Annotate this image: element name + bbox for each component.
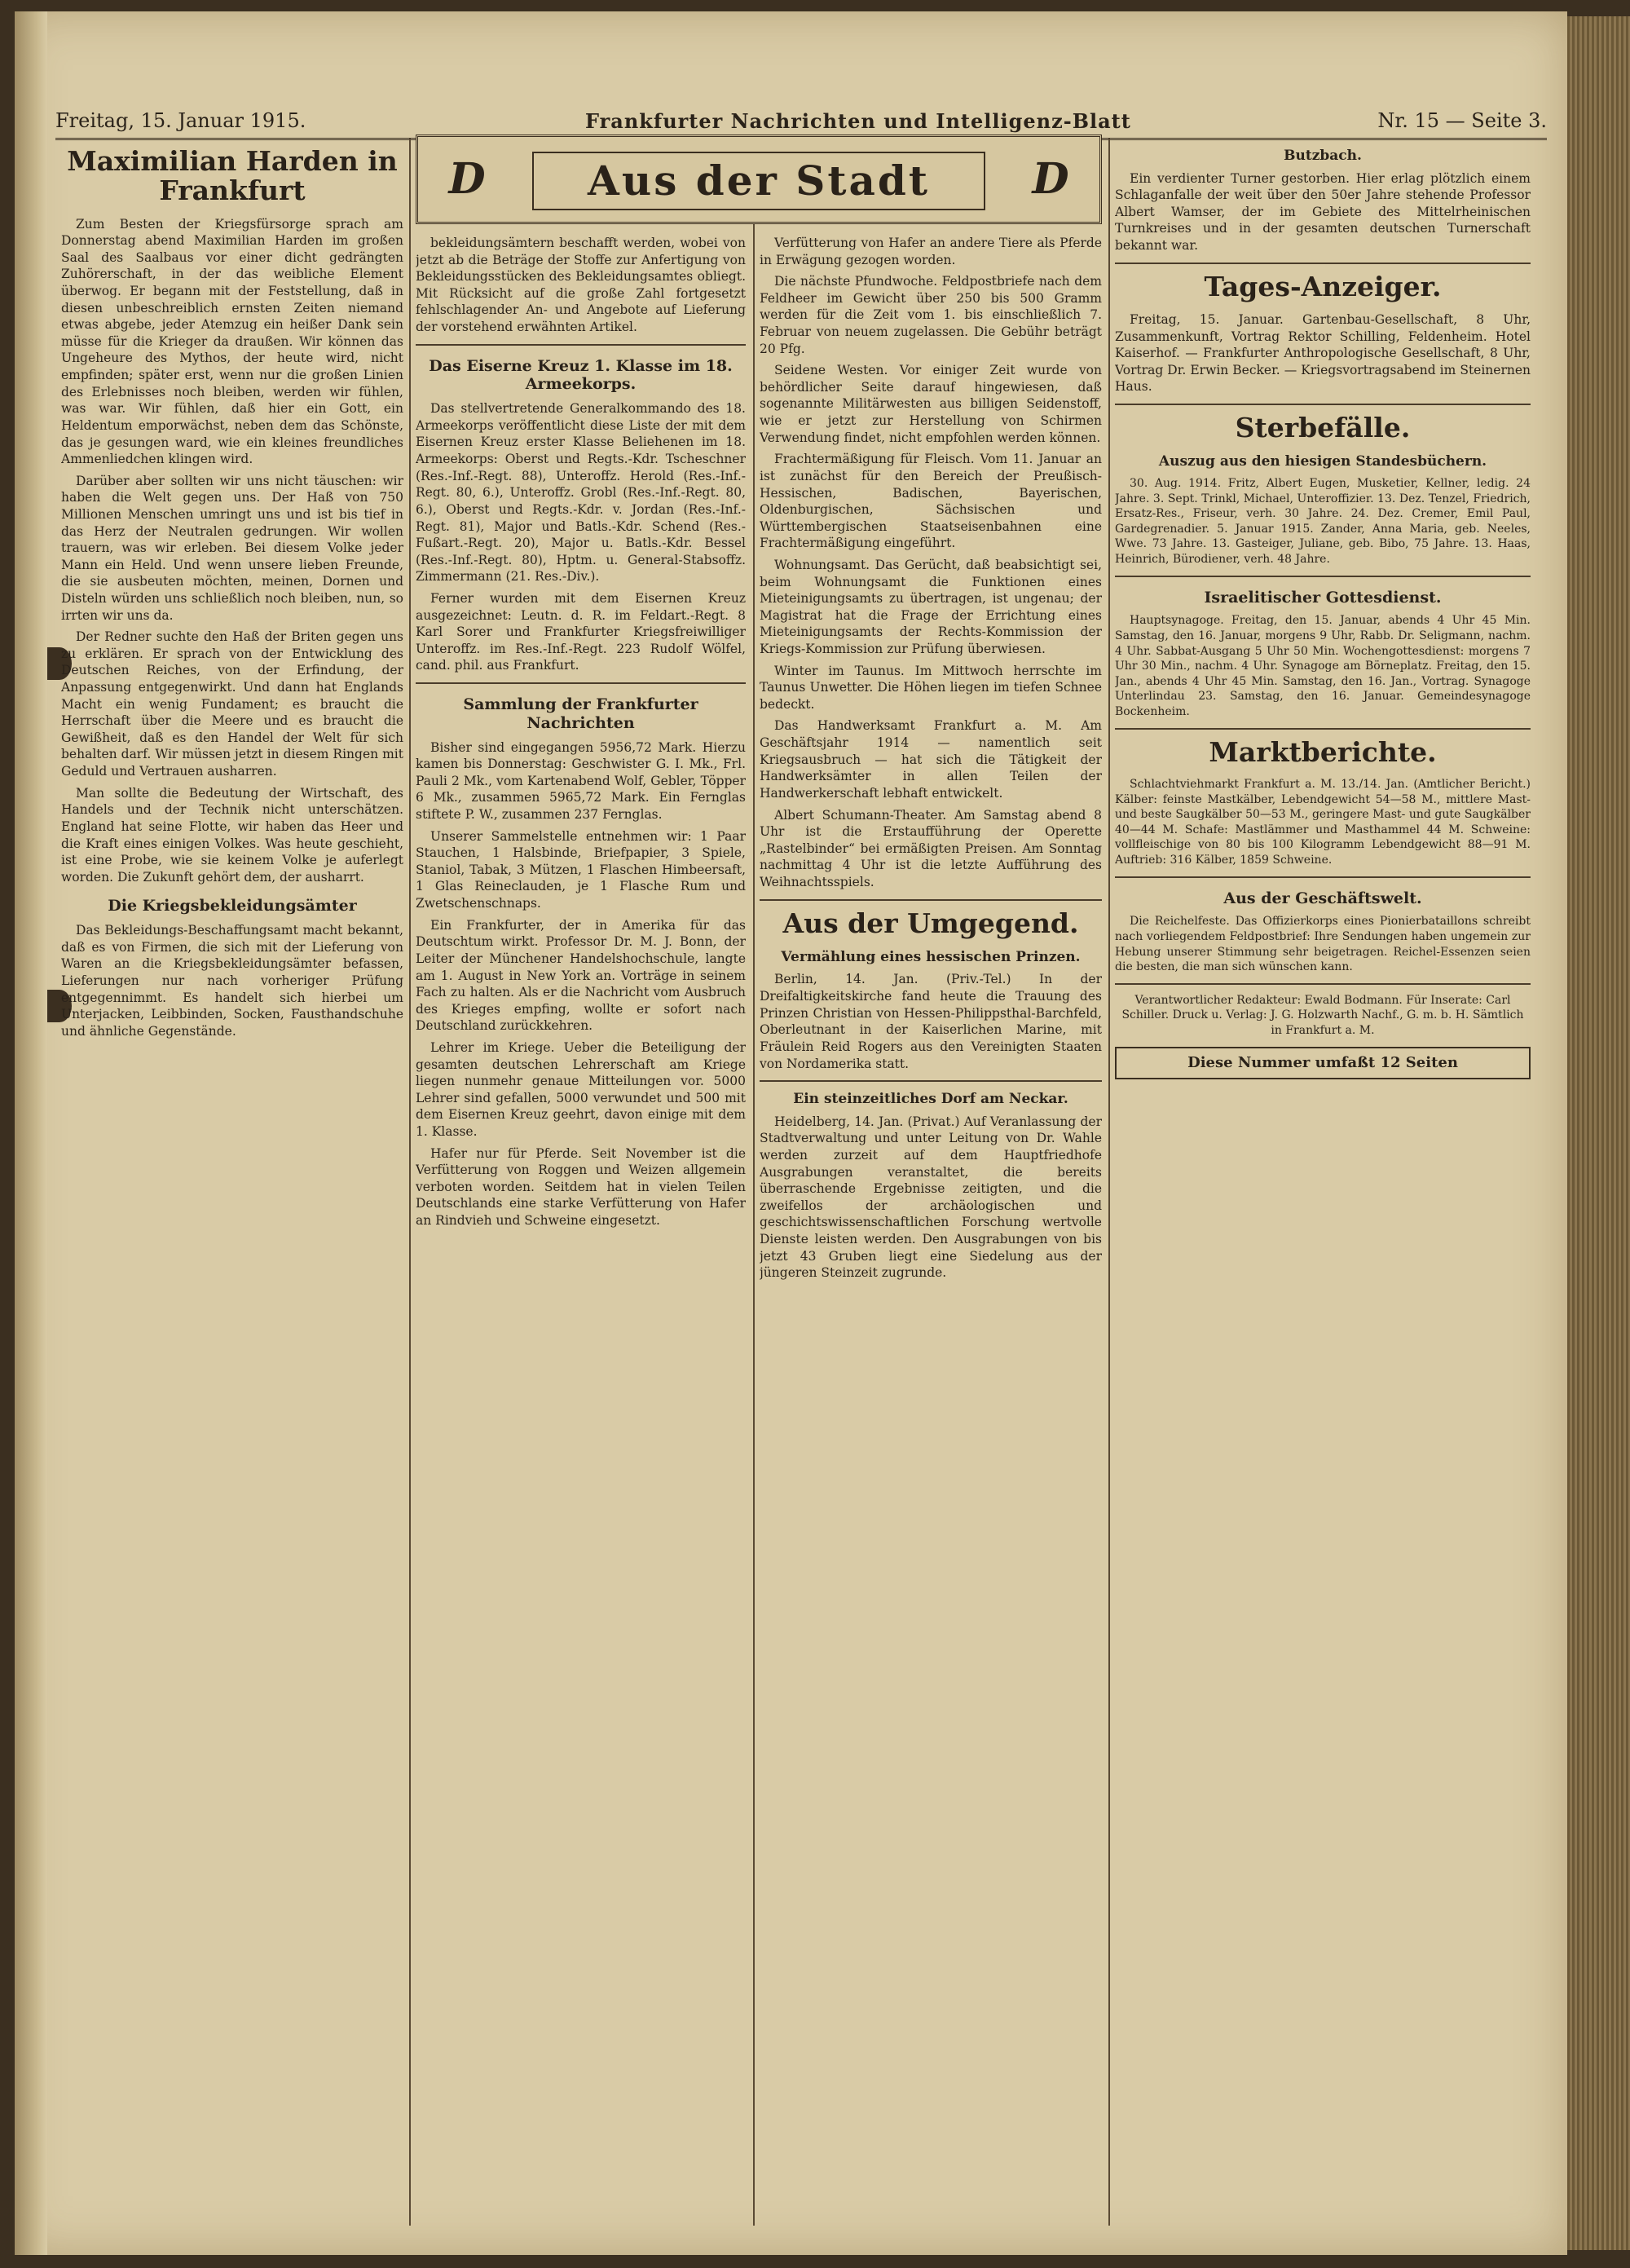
article-subheadline: Die Kriegsbekleidungsämter — [108, 897, 357, 916]
section-headline: Aus der Geschäftswelt. — [1223, 889, 1422, 907]
article-paragraph: Heidelberg, 14. Jan. (Privat.) Auf Veranlassung der Stadtverwaltung und unter Leitung von Dr. Wahle werden zurzeit auf dem Hauptfriedhofe Ausgrabungen veranstaltet, die bereits überraschende Ergebnisse zeitigten, und die zweifellos der archäologischen und geschichtswissenschaftlichen Forschung wertvolle Dienste leisten werden. Den Ausgrabungen von bis jetzt 43 Gruben liegt eine Siedelung aus der jüngeren Steinzeit zugrunde. — [760, 1114, 1102, 1281]
article-paragraph: Wohnungsamt. Das Gerücht, daß beabsichtigt sei, beim Wohnungsamt die Funktionen eines Mieteinigungsamts zu übertragen, ist ungenau; der Magistrat hat die Frage der Errichtung eines Mieteinigungsamts der Rechts-Kommission der Kriegs-Kommission zur Prüfung überwiesen. — [760, 557, 1102, 657]
article-headline: Maximilian Harden in Frankfurt — [67, 145, 398, 207]
article-paragraph: Hafer nur für Pferde. Seit November ist die Verfütterung von Roggen und Weizen allgemein verboten worden. Seitdem hat in vielen Teilen Deutschlands eine starke Verfütterung von Hafer an Rindvieh und Schweine eingesetzt. — [416, 1145, 746, 1229]
article-paragraph: Ein verdienter Turner gestorben. Hier erlag plötzlich einem Schlaganfalle der weit über den 50er Jahre stehende Professor Albert Wamser, der im Gebiete des Mittelrheinischen Turnkreises und in der gesamten deutschen Turnerschaft bekannt war. — [1115, 170, 1531, 254]
article-subheadline: Ein steinzeitliches Dorf am Neckar. — [793, 1091, 1068, 1108]
section-headline: Marktberichte. — [1209, 735, 1437, 768]
ornament-left: D — [448, 154, 486, 204]
ornament-right: D — [1032, 154, 1069, 204]
section-headline: Tages-Anzeiger. — [1204, 270, 1442, 302]
article-paragraph: Das Handwerksamt Frankfurt a. M. Am Geschäftsjahr 1914 — namentlich seit Kriegsausbruch — hat sich die Tätigkeit der Handwerksämter in allen Teilen der Handwerkerschaft lebhaft entwickelt. — [760, 718, 1102, 801]
article-paragraph: Zum Besten der Kriegsfürsorge sprach am Donnerstag abend Maximilian Harden im großen Saal des Saalbaus vor einer dicht gedrängten Zuhörerschaft, in der das weibliche Element überwog. Er begann mit der Feststellung, daß in diesen unbeschreiblich ernsten Zeiten niemand etwas abgebe, jeder Atemzug ein heißer Dank sein müsse für die Krieger da draußen. Wir können das Ungeheure des Mythos, der heute wird, nicht empfinden; später erst, wenn nur die großen Linien des Erlebnisses noch bleiben, werden wir fühlen, was war. Wir fühlen, daß hier ein Gott, ein Heldentum emporwächst, neben dem das Schönste, das je gesungen ward, wie ein kleines freundliches Ammenliedchen klingen wird. — [61, 216, 403, 467]
article-paragraph: Ferner wurden mit dem Eisernen Kreuz ausgezeichnet: Leutn. d. R. im Feldart.-Regt. 8 Karl Sorer und Frankfurter Kriegsfreiwilliger Unteroffz. im Res.-Inf.-Regt. 223 Rudolf Wölfel, cand. phil. aus Frankfurt. — [416, 590, 746, 673]
article-paragraph: Schlachtviehmarkt Frankfurt a. M. 13./14. Jan. (Amtlicher Bericht.) Kälber: feinste Mastkälber, Lebendgewicht 54—58 M., mittlere Mast- und beste Saugkälber 50—53 M., geringere Mast- und gute Saugkälber 40—44 M. Schafe: Mastlämmer und Masthammel 44 M. Schweine: vollfleischige von 80 bis 100 Kilogramm Lebendgewicht 88—91 M. Auftrieb: 316 Kälber, 1859 Schweine. — [1115, 777, 1531, 867]
article-paragraph: Bisher sind eingegangen 5956,72 Mark. Hierzu kamen bis Donnerstag: Geschwister G. I. Mk., Frl. Pauli 2 Mk., vom Kartenabend Wolf, Gebler, Töpper 6 Mk., zusammen 5965,72 Mark. Ein Fernglas stiftete P. W., zusammen 237 Fernglas. — [416, 739, 746, 823]
section-headline: Israelitischer Gottesdienst. — [1204, 588, 1442, 607]
column-4 — [1115, 139, 1531, 2226]
page-count-notice: Diese Nummer umfaßt 12 Seiten — [1187, 1053, 1458, 1071]
column-1 — [61, 139, 403, 2226]
article-paragraph: Der Redner suchte den Haß der Briten gegen uns zu erklären. Er sprach von der Entwicklung des Deutschen Reiches, von der Erfindung, der Anpassung entgegenwirkt. Und dann hat Englands Macht ein wenig Fundament; es braucht die Herrschaft über die Meere und es braucht die Gewißheit, daß es den Handel der Welt für sich behalten darf. Wir müssen jetzt in diesem Ringen mit Geduld und Vertrauen ausharren. — [61, 629, 403, 779]
article-paragraph: Hauptsynagoge. Freitag, den 15. Januar, abends 4 Uhr 45 Min. Samstag, den 16. Januar, morgens 9 Uhr, Rabb. Dr. Seligmann, nachm. 4 Uhr. Sabbat-Ausgang 5 Uhr 50 Min. Wochengottesdienst: morgens 7 Uhr 30 Min., nachm. 4 Uhr. Synagoge am Börneplatz. Freitag, den 15. Jan., abends 4 Uhr 45 Min. Samstag, den 16. Jan., Vortrag. Synagoge Unterlindau 23. Samstag, den 16. Januar. Gemeindesynagoge Bockenheim. — [1115, 614, 1531, 719]
column-rule — [753, 139, 755, 2226]
article-paragraph: Seidene Westen. Vor einiger Zeit wurde von behördlicher Seite darauf hingewiesen, daß sogenannte Militärwesten aus billigen Seidenstoff, wie er jetzt zur Herstellung von Schirmen Verwendung findet, nicht empfohlen werden können. — [760, 363, 1102, 445]
column-rule — [1108, 139, 1110, 2226]
article-paragraph: Lehrer im Kriege. Ueber die Beteiligung der gesamten deutschen Lehrerschaft am Kriege liegen nunmehr genaue Mitteilungen vor. 5000 Lehrer sind gefallen, 5000 verwundet und 500 mit dem Eisernen Kreuz geehrt, davon einige mit dem 1. Klasse. — [416, 1039, 746, 1139]
imprint: Verantwortlicher Redakteur: Ewald Bodmann. Für Inserate: Carl Schiller. Druck u. Verlag: J. G. Holzwarth Nachf., G. m. b. H. Sämtlich in Frankfurt a. M. — [1121, 993, 1524, 1038]
article-paragraph: Verfütterung von Hafer an andere Tiere als Pferde in Erwägung gezogen worden. — [760, 236, 1102, 267]
header-masthead: Frankfurter Nachrichten und Intelligenz-Blatt — [585, 109, 1131, 133]
article-paragraph: Das Bekleidungs-Beschaffungsamt macht bekannt, daß es von Firmen, die sich mit der Lieferung von Waren an die Kriegsbekleidungsämter befassen, Lieferungen nur nach vorheriger Prüfung entgegennimmt. Es handelt sich hierbei um Unterjacken, Leibbinden, Socken, Fausthandschuhe und ähnliche Gegenstände. — [61, 923, 403, 1039]
article-paragraph: Darüber aber sollten wir uns nicht täuschen: wir haben die Welt gegen uns. Der Haß von 750 Millionen Menschen umringt uns und ist bis tief in das Herz der Neutralen gedrungen. Wir wollen trauern, was wir erleben. Bei diesem Volke jeder Mann ein Held. Und wenn unsere lieben Freunde, die sie ausbeuten möchten, meinen, Dornen und Disteln würden uns schließlich noch bleiben, nun, so irrten wir uns da. — [61, 473, 403, 623]
article-paragraph: Freitag, 15. Januar. Gartenbau-Gesellschaft, 8 Uhr, Zusammenkunft, Vortrag Rektor Schilling, Feldenheim. Hotel Kaiserhof. — Frankfurter Anthropologische Gesellschaft, 8 Uhr, Vortrag Dr. Erwin Becker. — Kriegsvortragsabend im Steinernen Haus. — [1115, 311, 1531, 395]
article-subheadline: Sammlung der Frankfurter Nachrichten — [463, 695, 698, 732]
page-spine — [15, 11, 47, 2255]
article-paragraph: Unserer Sammelstelle entnehmen wir: 1 Paar Stauchen, 1 Halsbinde, Briefpapier, 3 Spiele, Staniol, Tabak, 3 Mützen, 1 Flaschen Himbeersaft, 1 Glas Reineclauden, je 1 Flasche Rum und Zwetschenschnaps. — [416, 828, 746, 911]
article-subheadline: Auszug aus den hiesigen Standesbüchern. — [1158, 453, 1487, 470]
article-paragraph: Die Reichelfeste. Das Offizierkorps eines Pionierbataillons schreibt nach vorliegendem Feldpostbrief: Ihre Sendungen haben ungemein zur Hebung unserer Stimmung sehr beigetragen. Reichel-Essenzen seien die besten, die man sich wünschen kann. — [1115, 915, 1531, 974]
article-subheadline: Das Eiserne Kreuz 1. Klasse im 18. Armeekorps. — [429, 356, 733, 394]
header-page-number: Nr. 15 — Seite 3. — [1377, 109, 1547, 132]
article-paragraph: Albert Schumann-Theater. Am Samstag abend 8 Uhr ist die Erstaufführung der Operette „Rastelbinder“ bei ermäßigten Preisen. Am Sonntag nachmittag 4 Uhr ist die letzte Aufführung des Weihnachtsspiels. — [760, 807, 1102, 889]
article-paragraph: Das stellvertretende Generalkommando des 18. Armeekorps veröffentlicht diese Liste der mit dem Eisernen Kreuz erster Klasse Beliehenen im 18. Armeekorps: Oberst und Regts.-Kdr. Tscheschner (Res.-Inf.-Regt. 88), Unteroffz. Herold (Res.-Inf.-Regt. 80, 6.), Unteroffz. Grobl (Res.-Inf.-Regt. 80, 6.), Oberst und Regts.-Kdr. v. Jordan (Res.-Inf.-Regt. 81), Major und Batls.-Kdr. Schend (Res.-Fußart.-Regt. 20), Major u. Batls.-Kdr. Bessel (Res.-Inf.-Regt. 80), Hptm. u. General-Stabsoffz. Zimmermann (21. Res.-Div.). — [416, 401, 746, 585]
section-title: Aus der Stadt — [532, 152, 985, 210]
article-subheadline: Vermählung eines hessischen Prinzen. — [781, 948, 1081, 965]
column-rule — [409, 139, 411, 2226]
article-subheadline: Butzbach. — [1284, 148, 1362, 164]
article-paragraph: Winter im Taunus. Im Mittwoch herrschte im Taunus Unwetter. Die Höhen liegen im tiefen Schnee bedeckt. — [760, 663, 1102, 712]
article-paragraph: Die nächste Pfundwoche. Feldpostbriefe nach dem Feldheer im Gewicht über 250 bis 500 Gramm werden für die Zeit vom 1. bis einschließlich 7. Februar von neuem zugelassen. Die Gebühr beträgt 20 Pfg. — [760, 274, 1102, 356]
article-paragraph: Frachtermäßigung für Fleisch. Vom 11. Januar an ist zunächst für den Bereich der Preußisch-Hessischen, Badischen, Bayerischen, Oldenburgischen, Sächsischen und Württembergischen Staatseisenbahnen eine Frachtermäßigung eingeführt. — [760, 452, 1102, 551]
article-paragraph: bekleidungsämtern beschafft werden, wobei von jetzt ab die Beträge der Stoffe zur Anfertigung von Bekleidungsstücken des Bekleidungsamtes obliegt. Mit Rücksicht auf die große Zahl fortgesetzt fehlschlagender An- und Angebote auf Lieferung der vorstehend erwähnten Artikel. — [416, 236, 746, 335]
article-paragraph: Ein Frankfurter, der in Amerika für das Deutschtum wirkt. Professor Dr. M. J. Bonn, der Leiter der Münchener Handelshochschule, langte am 1. August in New York an. Vorträge in seinem Fach zu halten. Als er die Nachricht vom Ausbruch des Krieges empfing, wollte er sofort nach Deutschland zurückkehren. — [416, 917, 746, 1034]
header-date: Freitag, 15. Januar 1915. — [55, 109, 306, 132]
article-paragraph: 30. Aug. 1914. Fritz, Albert Eugen, Musketier, Kellner, ledig. 24 Jahre. 3. Sept. Trinkl, Michael, Unteroffizier. 13. Dez. Tenzel, Friedrich, Ersatz-Res., Friseur, verh. 30 Jahre. 24. Dez. Cremer, Emil Paul, Gardegrenadier. 5. Januar 1915. Zander, Anna Maria, geb. Neeles, Wwe. 73 Jahre. 13. Gasteiger, Juliane, geb. Bibo, 75 Jahre. 13. Haas, Heinrich, Bürodiener, verh. 48 Jahre. — [1115, 476, 1531, 566]
article-paragraph: Man sollte die Bedeutung der Wirtschaft, des Handels und der Technik nicht unterschätzen. England hat seine Flotte, wir haben das Heer und die Kraft eines einigen Volkes. Was heute geschieht, ist eine Probe, wie sie keinem Volke je auferlegt worden. Die Zukunft gehört dem, der ausharrt. — [61, 785, 403, 885]
article-paragraph: Berlin, 14. Jan. (Priv.-Tel.) In der Dreifaltigkeitskirche fand heute die Trauung des Prinzen Christian von Hessen-Philippsthal-Barchfeld, Oberleutnant in der Kaiserlichen Marine, mit Fräulein Reid Rogers aus den Vereinigten Staaten von Nordamerika statt. — [760, 972, 1102, 1071]
section-headline: Sterbefälle. — [1235, 412, 1411, 443]
article-headline: Aus der Umgegend. — [782, 907, 1079, 939]
page-edge — [1567, 16, 1630, 2250]
column-2 — [416, 139, 746, 2226]
column-3 — [760, 139, 1102, 2226]
